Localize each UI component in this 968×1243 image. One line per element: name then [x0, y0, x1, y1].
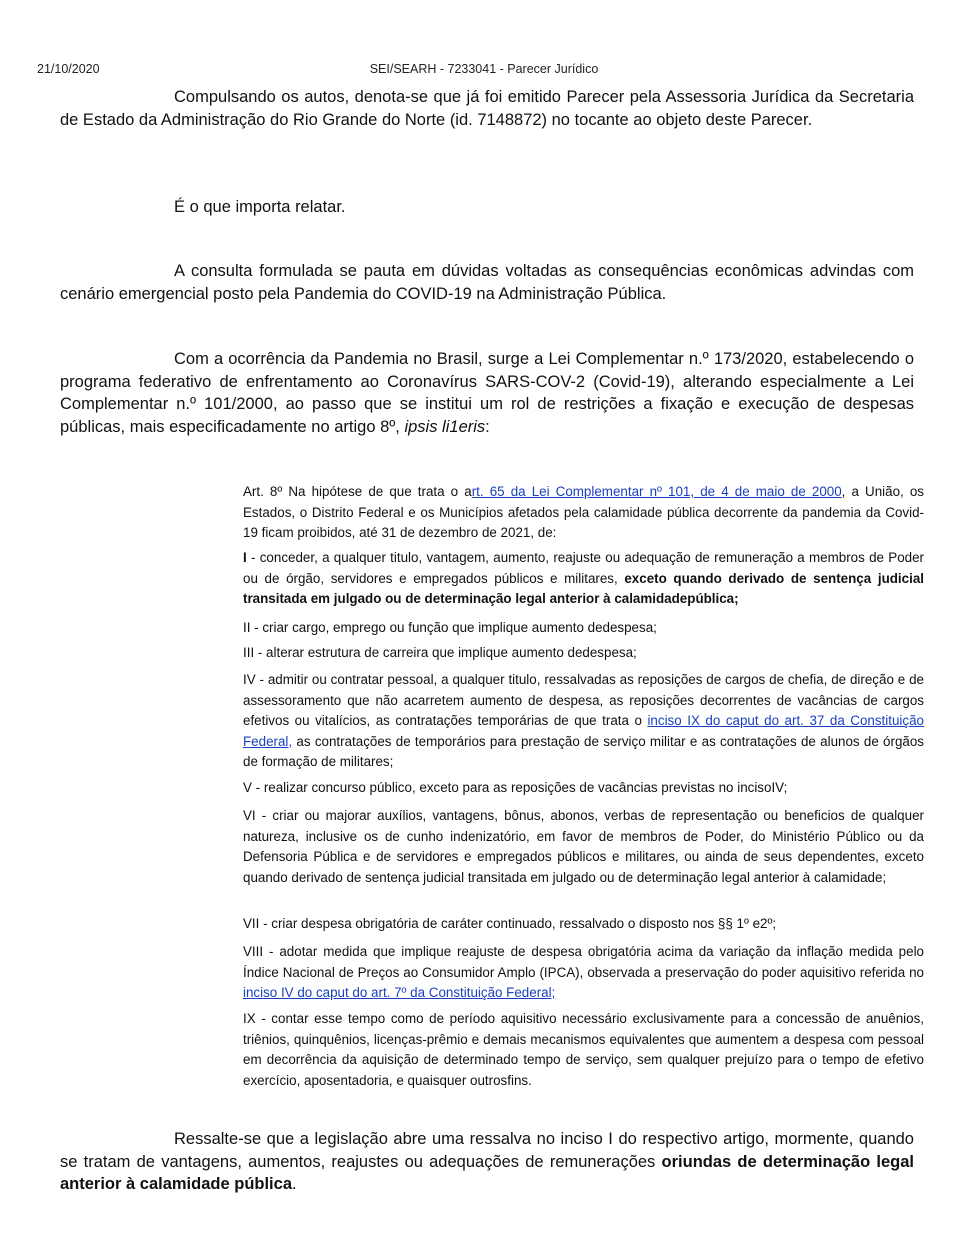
article-intro-text: Art. 8º Na hipótese de que trata o a: [243, 484, 472, 499]
paragraph-relatar: [60, 196, 914, 219]
article-intro-text-end: , a União, os Estados, o Distrito Federal e os Municípios afetados pela calamidade pública decorrente da pandemia da Covid-19 ficam proibidos, até 31 de dezembro de 2021, de:: [243, 484, 925, 540]
paragraph-text: A consulta formulada se pauta em dúvidas voltadas as consequências econômicas advindas com cenário emergencial posto pela Pandemia do COVID-19 na Administração Pública.: [60, 262, 914, 303]
paragraph-end: .: [292, 1175, 297, 1193]
inciso-i-text: - conceder, a qualquer titulo, vantagem, aumento, reajuste ou adequação de remuneração a membros de Poder ou de órgão, servidores e empregados públicos e militares,: [243, 550, 924, 586]
inciso-i-number: I: [243, 550, 247, 565]
inciso-i: [243, 548, 924, 610]
latin-expression: ipsis li1eris: [404, 417, 486, 436]
paragraph-ressalva: [60, 1128, 914, 1196]
paragraph-lei-complementar: [60, 348, 914, 438]
paragraph-text: Com a ocorrência da Pandemia no Brasil, surge a Lei Complementar n.º 173/2020, estabelecendo o programa federativo de enfrentamento ao Coronavírus SARS-COV-2 (Covid-19), alterando especialmente a Lei Complementar n.º 101/2000, ao passo que se institui um rol de restrições a fixação e execução de despesas públicas, mais especificadamente no artigo 8º,: [60, 350, 914, 436]
cf-art37-link[interactable]: inciso IX do caput do art. 37 da Constituição Federal,: [243, 713, 924, 749]
inciso-iii: III - alterar estrutura de carreira que implique aumento dedespesa;: [243, 645, 637, 660]
inciso-vii: VII - criar despesa obrigatória de caráter continuado, ressalvado o disposto nos §§ 1º e2º;: [243, 916, 777, 931]
paragraph-autos: [60, 86, 914, 131]
paragraph-text: Compulsando os autos, denota-se que já foi emitido Parecer pela Assessoria Jurídica da Secretaria de Estado da Administração do Rio Grande do Norte (id. 7148872) no tocante ao objeto deste Parecer.: [60, 88, 914, 129]
inciso-viii: [243, 942, 924, 1004]
paragraph-bold-phrase: oriundas de determinação legal anterior à calamidade pública: [60, 1152, 915, 1193]
paragraph-text: Ressalte-se que a legislação abre uma ressalva no inciso I do respectivo artigo, mormente, quando se tratam de vantagens, aumentos, reajustes ou adequações de remunerações: [60, 1130, 914, 1171]
paragraph-text: É o que importa relatar.: [174, 198, 346, 216]
inciso-iv-text-end: as contratações de temporários para prestação de serviço militar e as contratações de alunos de órgãos de formação de militares;: [243, 733, 924, 769]
print-date: 21/10/2020: [37, 62, 100, 76]
inciso-viii-text: VIII - adotar medida que implique reajuste de despesa obrigatória acima da variação da inflação medida pelo Índice Nacional de Preços ao Consumidor Amplo (IPCA), observada a preservação do poder aquisitivo referida no: [243, 944, 924, 980]
cf-art7-link[interactable]: inciso IV do caput do art. 7º da Constituição Federal;: [243, 985, 556, 1000]
inciso-ix: IX - contar esse tempo como de período aquisitivo necessário exclusivamente para a concessão de anuênios, triênios, quinquênios, licenças-prêmio e demais mecanismos equivalentes que aumentem a despesa com pessoal em decorrência da aquisição de determinado tempo de serviço, sem qualquer prejuízo para o tempo de efetivo exercício, aposentadoria, e quaisquer outrosfins.: [243, 1011, 924, 1088]
paragraph-end: :: [485, 417, 490, 436]
inciso-i-exception: exceto quando derivado de sentença judicial transitada em julgado ou de determinação legal anterior à calamidadepública;: [243, 570, 924, 606]
inciso-iv-text: IV - admitir ou contratar pessoal, a qualquer titulo, ressalvadas as reposições de cargos de chefia, de direção e de assessoramento que não acarretem aumento de despesa, as reposições decorrentes de vacâncias de cargos efetivos ou vitalícios, as contratações temporárias de que trata o: [243, 672, 924, 728]
document-header-title: SEI/SEARH - 7233041 - Parecer Jurídico: [369, 62, 599, 76]
inciso-vi: VI - criar ou majorar auxílios, vantagens, bônus, abonos, verbas de representação ou beneficios de qualquer natureza, inclusive os de cunho indenizatório, em favor de membros de Poder, do Ministério Público ou da Defensoria Pública e de servidores e empregados públicos e militares, ou ainda de seus dependentes, exceto quando derivado de sentença judicial transitada em julgado ou de determinação legal anterior à calamidade;: [243, 808, 924, 885]
article-intro: [243, 482, 924, 544]
paragraph-consulta: [60, 260, 914, 305]
inciso-ii: II - criar cargo, emprego ou função que implique aumento dedespesa;: [243, 620, 657, 635]
inciso-iv: [243, 670, 924, 773]
lc101-art65-link[interactable]: rt. 65 da Lei Complementar nº 101, de 4 de maio de 2000: [471, 484, 842, 499]
inciso-v: V - realizar concurso público, exceto para as reposições de vacâncias previstas no incisoIV;: [243, 780, 788, 795]
